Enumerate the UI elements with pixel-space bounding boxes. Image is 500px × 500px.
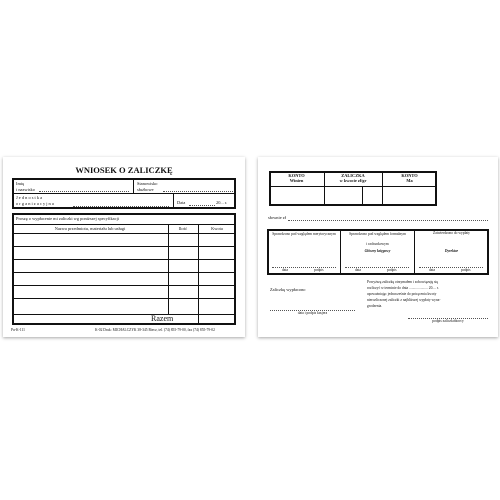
acct-header-debit: KONTO — [288, 173, 305, 178]
director-label: Dyrektor — [444, 249, 459, 253]
unit-field[interactable] — [73, 206, 169, 207]
statement-line-3: upoważniając jednocześnie do potrącenia kwoty — [367, 292, 437, 296]
approve-label: Zatwierdzono do wypłaty — [433, 231, 470, 235]
check-merit-label: Sprawdzono pod względem merytorycznym — [272, 232, 336, 236]
name-field[interactable] — [39, 191, 129, 192]
statement-line-4: nierozliczonej zaliczki z najbliższej wypłaty wyna- — [367, 298, 441, 302]
paid-label: Zaliczkę wypłacono — [270, 287, 306, 292]
acct-header-credit: KONTO — [401, 173, 418, 178]
acct-header-advance-sub: w kwocie zł/gr — [339, 178, 367, 183]
col-qty-header: Ilość — [178, 226, 188, 231]
left-form-sheet — [3, 157, 245, 337]
cashier-caption: data i podpis kasjera — [297, 311, 328, 315]
form-title: WNIOSEK O ZALICZKĘ — [75, 165, 173, 175]
amount-words-field[interactable] — [288, 220, 488, 221]
acct-header-advance: ZALICZKA — [341, 173, 365, 178]
col-amount-header: Kwota — [211, 226, 223, 231]
position-field[interactable] — [163, 191, 233, 192]
unit-label-2: o r g a n i z a c y j n a — [16, 201, 54, 206]
date-caption: data — [429, 268, 435, 272]
col-item-header: Nazwa przedmiotu, materiału lub usługi — [54, 226, 126, 231]
name-label-2: i nazwisko — [16, 187, 35, 192]
position-label-2: służbowe — [137, 187, 154, 192]
chief-accountant-label: Główny księgowy — [364, 249, 391, 253]
check-formal-label: Sprawdzono pod względem formalnym — [349, 232, 406, 236]
check-formal-label-2: i rachunkowym — [366, 242, 389, 246]
date-suffix: 20... r. — [216, 200, 228, 205]
footer-text: K-02 Druk: MICHALCZYK 38-345 Biecz, tel. (74) 855-79-00, fax (74) 855-79-02 — [95, 328, 215, 332]
table-row[interactable] — [12, 298, 236, 299]
form-code: Pu-K-111 — [11, 328, 25, 332]
table-row[interactable] — [12, 285, 236, 286]
table-row[interactable] — [12, 259, 236, 260]
statement-line-5: grodzenia. — [367, 304, 383, 308]
table-row[interactable] — [12, 246, 236, 247]
signature-caption: podpis — [314, 268, 324, 272]
request-text: Proszę o wypłacenie mi zaliczki wg poniższej specyfikacji — [16, 216, 120, 221]
acct-header-debit-sub: Winien — [289, 178, 304, 183]
date-caption: data — [355, 268, 361, 272]
acct-header-credit-sub: Ma — [406, 178, 413, 183]
position-label: Stanowisko — [137, 181, 158, 186]
table-row[interactable] — [12, 272, 236, 273]
right-form-sheet — [258, 157, 498, 337]
unit-label: J e d n o s t k a — [16, 195, 43, 200]
amount-words-label: słownie zł — [268, 215, 286, 220]
total-label: Razem — [151, 314, 174, 323]
statement-line-1: Powyższą zaliczkę otrzymałem i zobowiązuję się — [367, 280, 438, 284]
name-label: Imię — [16, 181, 25, 186]
signature-caption: podpis — [387, 268, 397, 272]
date-label: Data — [177, 200, 186, 205]
date-caption: data — [282, 268, 288, 272]
signature-caption: podpis — [461, 268, 471, 272]
date-field[interactable] — [189, 205, 215, 206]
recipient-signature-caption: podpis zaliczkobiorcy — [432, 319, 464, 323]
statement-line-2: rozliczyć w terminie do dnia ..................... 20.... r. — [367, 286, 439, 290]
